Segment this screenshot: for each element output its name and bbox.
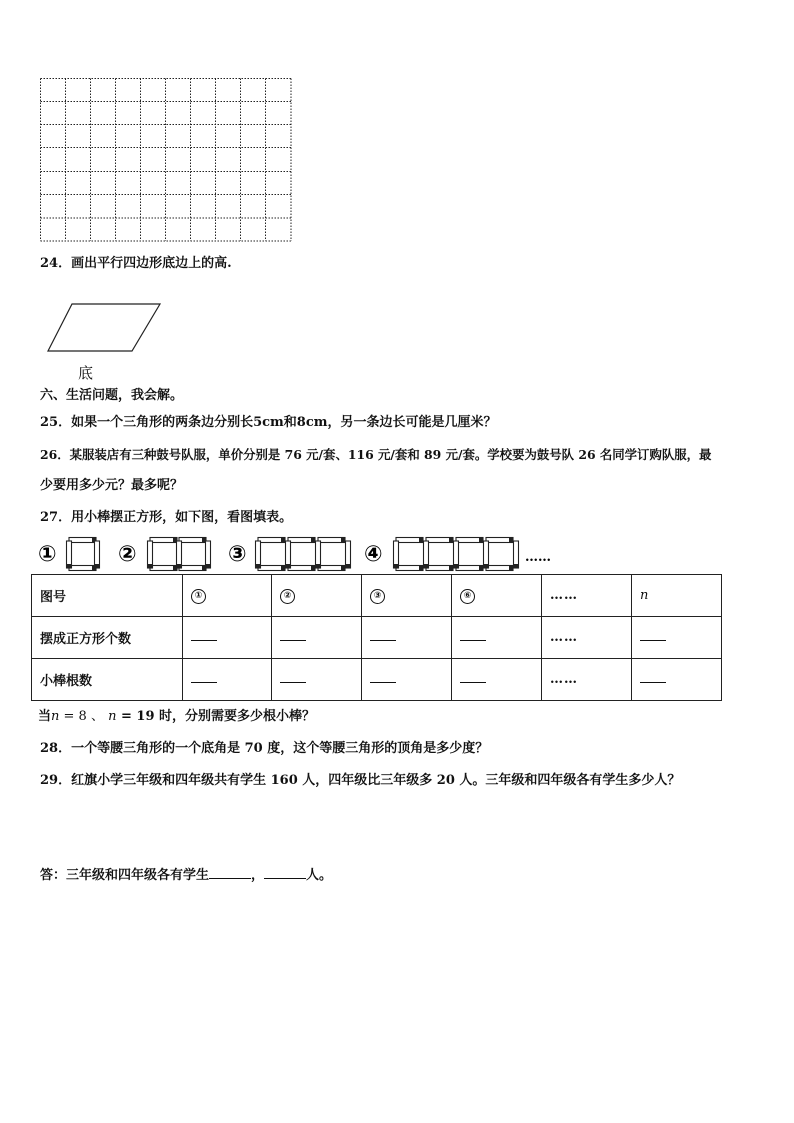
question-24: 24．画出平行四边形底边上的高. [40, 256, 232, 271]
blank-squares-1[interactable] [191, 630, 217, 641]
row-header-figure: 图号 [32, 575, 183, 617]
col-header-6: ⑥ [460, 589, 475, 604]
squares-ellipsis: …… [550, 630, 578, 645]
table-row-stick-count [32, 659, 722, 701]
table-row-square-count [32, 617, 722, 659]
parallelogram [44, 302, 164, 354]
question-27-followup: 当n = 8 、 n = 19 时，分别需要多少根小棒？ [38, 709, 316, 724]
blank-squares-3[interactable] [370, 630, 396, 641]
figure-3 [256, 538, 351, 571]
figure-1 [67, 538, 100, 571]
base-label: 底 [78, 364, 94, 382]
section-6-title: 六、生活问题，我会解。 [40, 388, 184, 403]
row-header-sticks: 小棒根数 [32, 659, 183, 701]
figure-2 [148, 538, 211, 571]
blank-squares-n[interactable] [640, 630, 666, 641]
col-header-1: ① [191, 589, 206, 604]
row-header-squares: 摆成正方形个数 [32, 617, 183, 659]
blank-sticks-2[interactable] [280, 672, 306, 683]
blank-sticks-n[interactable] [640, 672, 666, 683]
figure-4 [394, 538, 519, 571]
figure-ellipsis: …… [525, 550, 551, 565]
figure-label-4: ④ [364, 542, 383, 567]
blank-sticks-3[interactable] [370, 672, 396, 683]
blank-sticks-1[interactable] [191, 672, 217, 683]
figure-label-1: ① [38, 542, 57, 567]
sticks-ellipsis: …… [550, 672, 578, 687]
question-25: 25．如果一个三角形的两条边分别长5cm和8cm，另一条边长可能是几厘米？ [40, 415, 497, 430]
question-26-line1: 26．某服装店有三种鼓号队服，单价分别是 76 元/套、116 元/套和 89 元/套。学校要为鼓号队 26 名同学订购队服，最 [40, 447, 712, 462]
col-header-ellipsis: …… [550, 588, 578, 603]
blank-squares-6[interactable] [460, 630, 486, 641]
col-header-2: ② [280, 589, 295, 604]
blank-squares-2[interactable] [280, 630, 306, 641]
col-header-n: n [640, 588, 649, 603]
question-27: 27．用小棒摆正方形，如下图，看图填表。 [40, 510, 293, 525]
figure-label-3: ③ [228, 542, 247, 567]
answer-line: 答：三年级和四年级各有学生 ， 人。 [40, 868, 333, 883]
col-header-3: ③ [370, 589, 385, 604]
question-29: 29．红旗小学三年级和四年级共有学生 160 人，四年级比三年级多 20 人。三年级和四年级各有学生多少人？ [40, 773, 681, 788]
blank-sticks-6[interactable] [460, 672, 486, 683]
matchstick-figures [38, 536, 558, 572]
question-28: 28．一个等腰三角形的一个底角是 70 度，这个等腰三角形的顶角是多少度？ [40, 741, 489, 756]
question-26-line2: 少要用多少元？最多呢？ [40, 478, 184, 493]
answer-blank-grade4[interactable] [264, 866, 306, 879]
figure-label-2: ② [118, 542, 137, 567]
table-row-figure-number [32, 575, 722, 617]
dotted-grid [40, 78, 292, 242]
fill-in-table [31, 574, 722, 701]
answer-blank-grade3[interactable] [209, 866, 251, 879]
